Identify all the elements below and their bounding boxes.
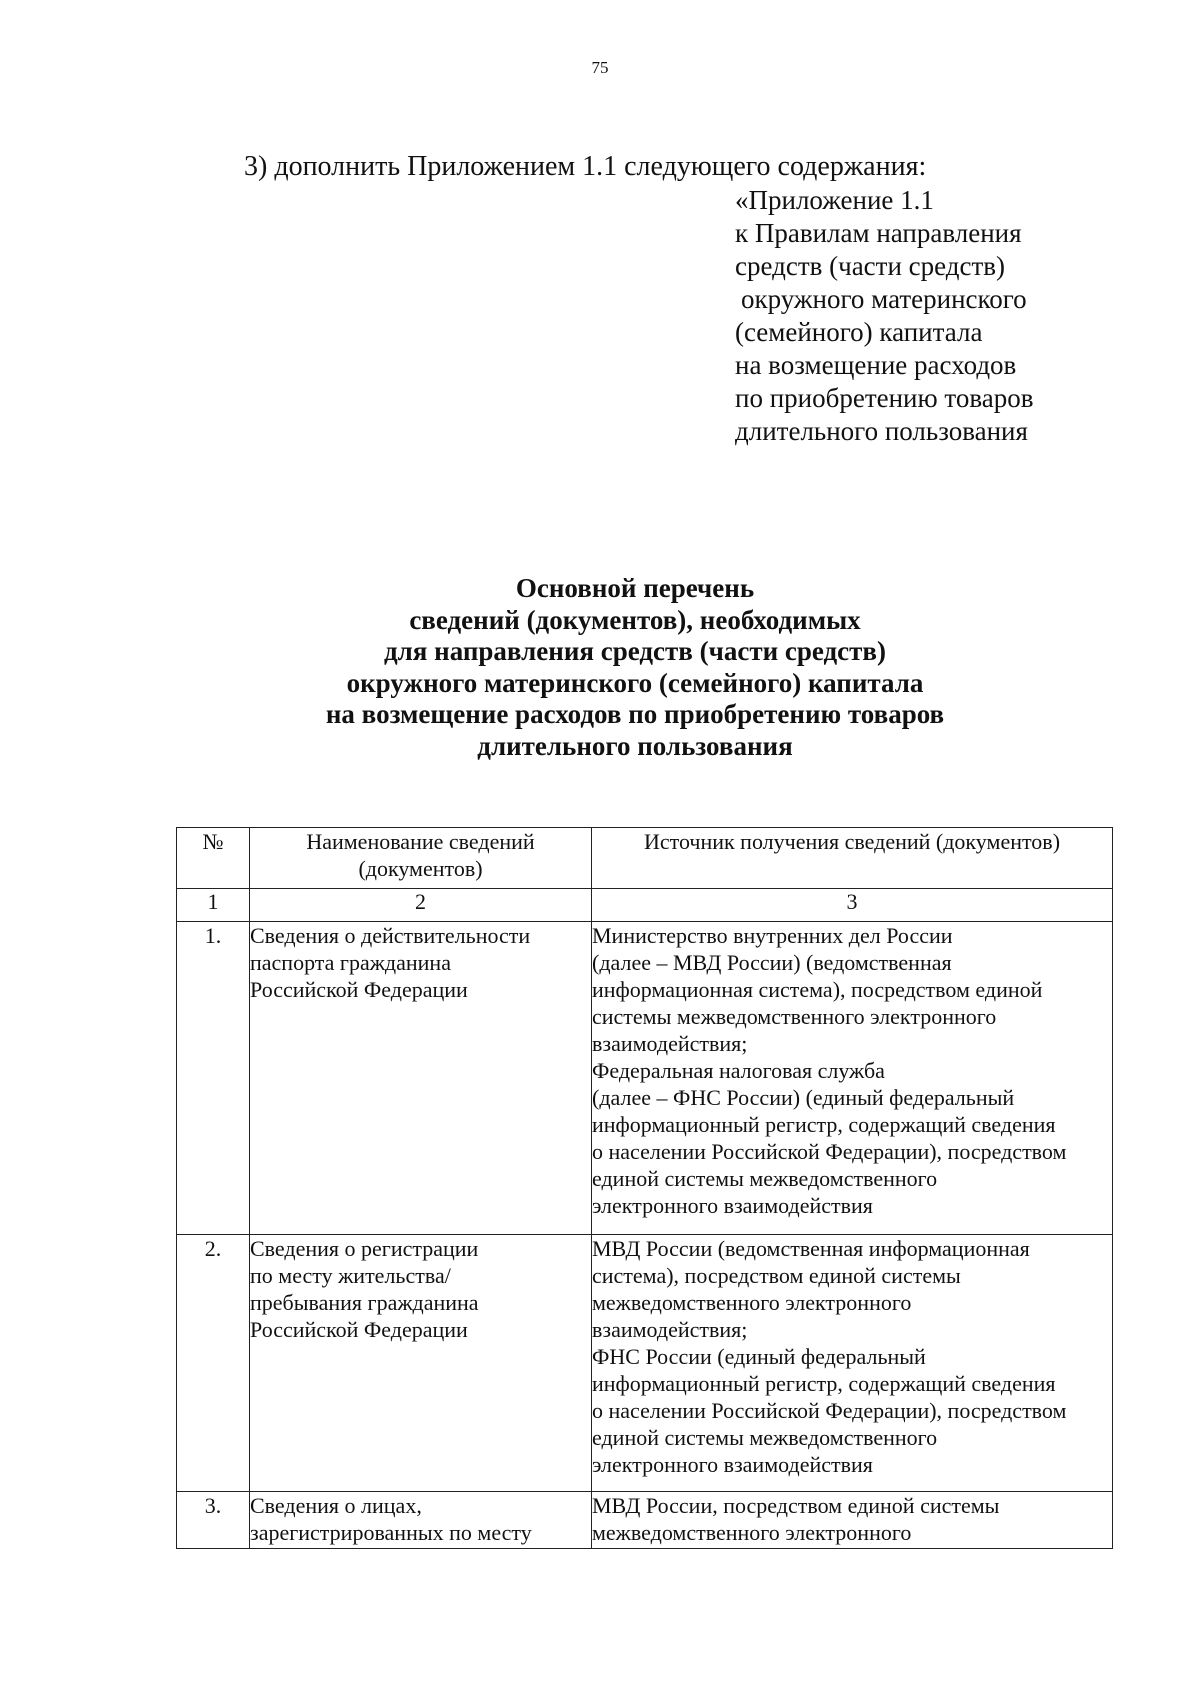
row-name-line: паспорта гражданина [250, 950, 451, 975]
row-name [250, 1235, 592, 1492]
row-name-line: пребывания гражданина [250, 1290, 479, 1315]
row-source-line: о населении Российской Федерации), посредством [592, 1139, 1067, 1164]
title-line: Основной перечень [515, 573, 755, 603]
row-source-line: о населении Российской Федерации), посредством [592, 1398, 1067, 1423]
row-name-line: зарегистрированных по месту [250, 1520, 532, 1545]
header-name-line: Наименование сведений [306, 829, 535, 854]
table-header-row [177, 828, 1113, 889]
row-source-line: единой системы межведомственного [592, 1166, 938, 1191]
row-number: 3. [177, 1492, 250, 1549]
title-line: сведений (документов), необходимых [409, 604, 861, 635]
row-source [592, 1492, 1113, 1549]
row-number: 2. [177, 1235, 250, 1492]
row-name-line: Российской Федерации [250, 977, 468, 1002]
title-line: окружного материнского (семейного) капитала [346, 667, 924, 698]
row-name [250, 922, 592, 1235]
appendix-line: длительного пользования [735, 416, 1028, 446]
header-number: № [177, 828, 250, 889]
row-source-line: информационная система), посредством единой [592, 977, 1043, 1002]
row-source-line: Министерство внутренних дел России [592, 923, 953, 948]
row-source-line: межведомственного электронного [592, 1290, 912, 1315]
appendix-line: по приобретению товаров [735, 383, 1034, 413]
table-row [177, 1235, 1113, 1492]
page-number: 75 [591, 58, 609, 77]
row-source [592, 922, 1113, 1235]
row-source-line: системы межведомственного электронного [592, 1004, 997, 1029]
appendix-line: (семейного) капитала [735, 317, 983, 347]
row-source-line: единой системы межведомственного [592, 1425, 938, 1450]
row-source-line: электронного взаимодействия [592, 1452, 873, 1477]
row-source-line: информационный регистр, содержащий сведения [592, 1112, 1056, 1137]
header-name [250, 828, 592, 889]
row-number: 1. [177, 922, 250, 1235]
row-source-line: МВД России, посредством единой системы [592, 1493, 1000, 1518]
title-line: на возмещение расходов по приобретению товаров [325, 699, 945, 729]
row-source-line: информационный регистр, содержащий сведения [592, 1371, 1056, 1396]
row-source-line: система), посредством единой системы [592, 1263, 961, 1288]
appendix-line: «Приложение 1.1 [735, 185, 934, 215]
title-line: длительного пользования [477, 730, 793, 761]
title-line: для направления средств (части средств) [383, 636, 886, 666]
appendix-line: окружного материнского [741, 284, 1027, 314]
column-number: 2 [250, 889, 592, 922]
row-source-line: ФНС России (единый федеральный [592, 1344, 926, 1369]
row-name-line: Сведения о лицах, [250, 1493, 422, 1518]
header-source: Источник получения сведений (документов) [592, 828, 1113, 889]
appendix-line: к Правилам направления [735, 218, 1022, 248]
row-name-line: Сведения о регистрации [250, 1236, 479, 1261]
row-source [592, 1235, 1113, 1492]
documents-table [176, 827, 1113, 1549]
appendix-line: средств (части средств) [735, 251, 1006, 281]
row-name-line: Сведения о действительности [250, 923, 531, 948]
row-source-line: взаимодействия; [592, 1031, 748, 1056]
column-numbers-row [177, 889, 1113, 922]
row-source-line: МВД России (ведомственная информационная [592, 1236, 1030, 1261]
document-title [0, 573, 1200, 762]
appendix-line: на возмещение расходов [735, 350, 1017, 380]
row-source-line: электронного взаимодействия [592, 1193, 873, 1218]
row-source-line: (далее – МВД России) (ведомственная [592, 950, 952, 975]
table-row [177, 1492, 1113, 1549]
intro-text: 3) дополнить Приложением 1.1 следующего содержания: [244, 151, 927, 182]
row-name [250, 1492, 592, 1549]
column-number: 1 [177, 889, 250, 922]
row-source-line: межведомственного электронного [592, 1520, 912, 1545]
row-source-line: взаимодействия; [592, 1317, 748, 1342]
table-row [177, 922, 1113, 1235]
row-source-line: Федеральная налоговая служба [592, 1058, 885, 1083]
row-name-line: Российской Федерации [250, 1317, 468, 1342]
appendix-header [735, 184, 1034, 448]
row-name-line: по месту жительства/ [250, 1263, 451, 1288]
column-number: 3 [592, 889, 1113, 922]
row-source-line: (далее – ФНС России) (единый федеральный [592, 1085, 1015, 1110]
header-name-line: (документов) [358, 856, 483, 881]
